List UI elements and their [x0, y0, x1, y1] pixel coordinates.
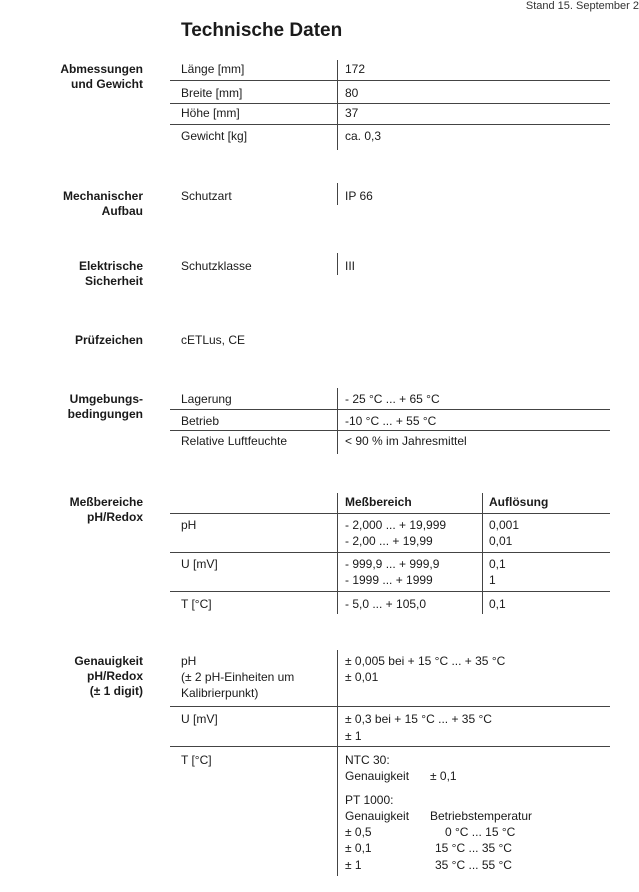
row-key: Höhe [mm] [181, 106, 240, 120]
table-rule [170, 513, 610, 514]
row-value: Genauigkeit [345, 769, 410, 783]
row-value: PT 1000: [345, 793, 394, 807]
table-rule [170, 124, 610, 125]
row-value: 0,1 [489, 597, 506, 611]
row-value: < 90 % im Jahresmittel [345, 434, 467, 448]
section-label-line: pH/Redox [86, 510, 143, 524]
row-key: Länge [mm] [181, 62, 245, 76]
row-value: - 2,00 ... + 19,99 [345, 534, 433, 548]
row-value: ± 0,005 bei + 15 °C ... + 35 °C [345, 654, 506, 668]
row-value: 0,001 [489, 518, 520, 532]
table-rule [170, 103, 610, 104]
section-label-line: Aufbau [101, 204, 143, 218]
row-value: ± 1 [345, 729, 362, 743]
row-value: 37 [345, 106, 359, 120]
row-value: 0 °C ... 15 °C [445, 825, 516, 839]
row-value: ± 0,01 [345, 670, 379, 684]
table-rule [170, 746, 610, 747]
table-rule [170, 591, 610, 592]
section-label-line: Sicherheit [84, 274, 143, 288]
row-value: ± 0,5 [345, 825, 372, 839]
section-label-line: bedingungen [67, 407, 143, 421]
row-value: 35 °C ... 55 °C [435, 858, 512, 872]
row-value: ± 1 [345, 858, 362, 872]
section-label-line: pH/Redox [86, 669, 143, 683]
row-value: ± 0,3 bei + 15 °C ... + 35 °C [345, 712, 492, 726]
row-value: 1 [489, 573, 496, 587]
table-divider [337, 650, 338, 876]
row-value: ± 0,1 [345, 841, 372, 855]
table-rule [170, 552, 610, 553]
row-value: IP 66 [345, 189, 373, 203]
table-divider [482, 493, 483, 614]
table-rule [170, 430, 610, 431]
table-rule [170, 80, 610, 81]
column-header-range: Meßbereich [345, 495, 412, 509]
table-divider [337, 388, 338, 454]
row-value: Betriebstemperatur [430, 809, 533, 823]
row-key: T [°C] [181, 597, 212, 611]
section-label-line: Genauigkeit [74, 654, 143, 668]
row-value: 0,1 [489, 557, 506, 571]
row-value: 0,01 [489, 534, 513, 548]
row-value: - 25 °C ... + 65 °C [345, 392, 440, 406]
section-label-line: Mechanischer [62, 189, 143, 203]
row-key: Gewicht [kg] [181, 129, 248, 143]
table-divider [337, 60, 338, 150]
row-value: - 999,9 ... + 999,9 [345, 557, 440, 571]
section-label-line: (± 1 digit) [89, 684, 143, 698]
section-label-marks [75, 333, 143, 348]
row-value: - 5,0 ... + 105,0 [345, 597, 427, 611]
section-label-line: Elektrische [78, 259, 143, 273]
page-title: Technische Daten [181, 20, 343, 41]
row-value: Genauigkeit [345, 809, 410, 823]
row-value: 80 [345, 86, 359, 100]
row-value: - 1999 ... + 1999 [345, 573, 433, 587]
row-value: 172 [345, 62, 366, 76]
table-divider [337, 183, 338, 205]
row-value: - 2,000 ... + 19,999 [345, 518, 447, 532]
table-divider [337, 493, 338, 614]
section-label-ranges [70, 495, 143, 525]
row-value: ± 0,1 [430, 769, 457, 783]
header-date: Stand 15. September 2 [525, 0, 639, 12]
row-value: III [345, 259, 356, 273]
table-rule [170, 706, 610, 707]
row-value: NTC 30: [345, 753, 390, 767]
table-rule [170, 409, 610, 410]
section-label-line: und Gewicht [71, 77, 143, 91]
row-key: Kalibrierpunkt) [181, 686, 259, 700]
section-label-electrical [79, 259, 143, 289]
row-key: Schutzart [181, 189, 232, 203]
row-key: U [mV] [181, 712, 218, 726]
section-label-line: Umgebungs- [69, 392, 143, 406]
row-value: ca. 0,3 [345, 129, 382, 143]
row-key: Lagerung [181, 392, 232, 406]
row-key: T [°C] [181, 753, 212, 767]
section-label-line: Abmessungen [60, 62, 143, 76]
row-value: cETLus, CE [181, 333, 246, 347]
row-key: Relative Luftfeuchte [181, 434, 288, 448]
row-key: pH [181, 518, 197, 532]
row-key: pH [181, 654, 197, 668]
row-key: Betrieb [181, 414, 220, 428]
section-label-line: Prüfzeichen [74, 333, 143, 347]
section-label-line: Meßbereiche [69, 495, 143, 509]
row-key: (± 2 pH-Einheiten um [181, 670, 295, 684]
section-label-mechanical [63, 189, 143, 219]
section-label-environment [68, 392, 143, 422]
row-value: 15 °C ... 35 °C [435, 841, 512, 855]
row-key: Breite [mm] [181, 86, 243, 100]
column-header-resolution: Auflösung [489, 495, 549, 509]
row-key: U [mV] [181, 557, 218, 571]
table-divider [337, 253, 338, 275]
row-value: -10 °C ... + 55 °C [345, 414, 437, 428]
section-label-accuracy [74, 654, 143, 699]
section-label-dimensions [60, 62, 143, 92]
row-key: Schutzklasse [181, 259, 252, 273]
